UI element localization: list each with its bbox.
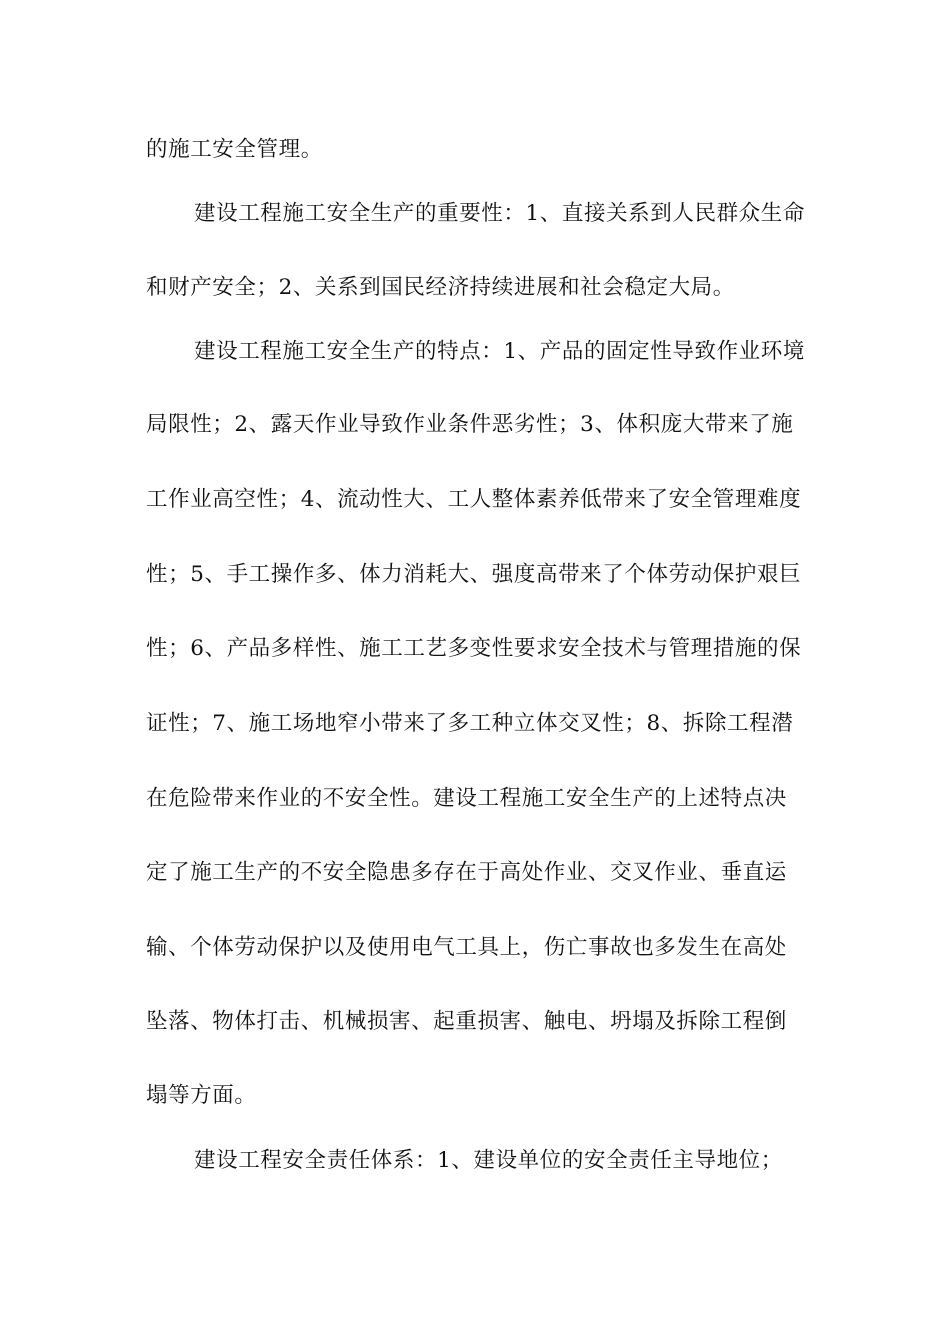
text-line: 性；5、手工操作多、体力消耗大、强度高带来了个体劳动保护艰巨	[146, 562, 802, 587]
text-line: 的施工安全管理。	[146, 137, 323, 162]
paragraph-characteristics-start: 建设工程施工安全生产的特点：1、产品的固定性导致作业环境	[194, 339, 805, 364]
text-line: 在危险带来作业的不安全性。建设工程施工安全生产的上述特点决	[146, 786, 787, 811]
text-line: 坠落、物体打击、机械损害、起重损害、触电、坍塌及拆除工程倒	[146, 1009, 787, 1034]
text-line: 和财产安全；2、关系到国民经济持续进展和社会稳定大局。	[146, 275, 735, 300]
text-line: 工作业高空性；4、流动性大、工人整体素养低带来了安全管理难度	[146, 487, 802, 512]
text-line: 定了施工生产的不安全隐患多存在于高处作业、交叉作业、垂直运	[146, 860, 787, 885]
paragraph-importance-start: 建设工程施工安全生产的重要性：1、直接关系到人民群众生命	[194, 201, 805, 226]
text-line: 塌等方面。	[146, 1083, 257, 1108]
text-line: 输、个体劳动保护以及使用电气工具上，伤亡事故也多发生在高处	[146, 935, 787, 960]
text-line: 证性；7、施工场地窄小带来了多工种立体交叉性；8、拆除工程潜	[146, 711, 794, 736]
text-line: 性；6、产品多样性、施工工艺多变性要求安全技术与管理措施的保	[146, 636, 802, 661]
text-line: 局限性；2、露天作业导致作业条件恶劣性；3、体积庞大带来了施	[146, 412, 794, 437]
paragraph-responsibility-start: 建设工程安全责任体系：1、建设单位的安全责任主导地位；	[194, 1148, 783, 1173]
